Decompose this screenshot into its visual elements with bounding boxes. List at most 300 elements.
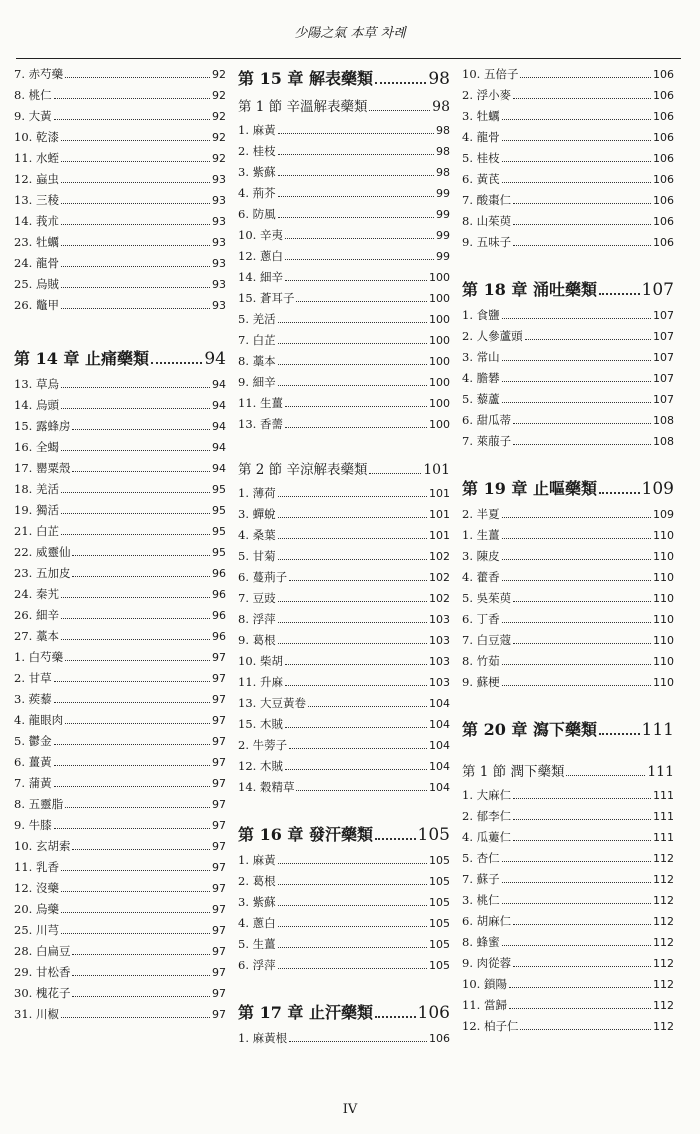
toc-entry (14, 232, 226, 253)
entry-page: 97 (212, 735, 226, 748)
toc-entry (14, 416, 226, 437)
leader-dots (61, 437, 210, 451)
entry-label: 5. 藜蘆 (462, 392, 500, 406)
entry-label: 14. 細辛 (238, 270, 283, 284)
toc-entry (238, 630, 450, 651)
entry-page: 107 (653, 372, 674, 385)
entry-page: 103 (429, 634, 450, 647)
leader-dots (285, 672, 427, 686)
leader-dots (65, 64, 210, 78)
entry-page: 100 (429, 334, 450, 347)
entry-label: 17. 罌粟殼 (14, 461, 71, 475)
entry-page: 97 (212, 882, 226, 895)
entry-page: 96 (212, 609, 226, 622)
entry-label: 3. 常山 (462, 350, 500, 364)
entry-label: 3. 紫蘇 (238, 165, 276, 179)
leader-dots (65, 710, 210, 724)
entry-label: 2. 桂枝 (238, 144, 276, 158)
entry-page: 100 (429, 397, 450, 410)
entry-page: 97 (212, 756, 226, 769)
toc-entry (14, 668, 226, 689)
entry-page: 97 (212, 1008, 226, 1021)
toc-entry (14, 437, 226, 458)
entry-page: 106 (653, 173, 674, 186)
entry-page: 105 (429, 959, 450, 972)
toc-entry (14, 253, 226, 274)
entry-label: 23. 五加皮 (14, 566, 71, 580)
leader-dots (502, 651, 651, 665)
toc-column-1 (14, 64, 226, 1025)
entry-page: 97 (212, 651, 226, 664)
entry-page: 106 (653, 236, 674, 249)
toc-entry (14, 773, 226, 794)
leader-dots (285, 756, 427, 770)
leader-dots (61, 584, 210, 598)
entry-label: 24. 龍骨 (14, 256, 59, 270)
section-title: 第 2 節 辛涼解表藥類 (238, 462, 368, 478)
leader-dots (54, 689, 210, 703)
leader-dots (72, 962, 210, 976)
toc-entry (14, 794, 226, 815)
entry-label: 2. 半夏 (462, 507, 500, 521)
section-title: 第 1 節 潤下藥類 (462, 764, 565, 780)
entry-label: 6. 丁香 (462, 612, 500, 626)
entry-page: 110 (653, 655, 674, 668)
leader-dots (61, 395, 210, 409)
entry-label: 14. 烏頭 (14, 398, 59, 412)
toc-entry (14, 1004, 226, 1025)
entry-page: 99 (436, 208, 450, 221)
entry-page: 96 (212, 630, 226, 643)
leader-dots (61, 374, 210, 388)
entry-page: 110 (653, 529, 674, 542)
entry-label: 9. 葛根 (238, 633, 276, 647)
toc-entry (462, 389, 674, 410)
entry-label: 13. 三稜 (14, 193, 59, 207)
entry-page: 112 (653, 957, 674, 970)
toc-entry (462, 974, 674, 995)
toc-list (14, 64, 226, 316)
entry-page: 106 (653, 194, 674, 207)
toc-entry (238, 120, 450, 141)
leader-dots (513, 827, 651, 841)
leader-dots (72, 416, 210, 430)
entry-page: 112 (653, 936, 674, 949)
chapter-page: 106 (417, 1003, 450, 1023)
leader-dots (278, 588, 427, 602)
leader-dots (502, 609, 651, 623)
entry-page: 110 (653, 676, 674, 689)
toc-entry (462, 347, 674, 368)
entry-page: 97 (212, 966, 226, 979)
entry-page: 97 (212, 798, 226, 811)
entry-label: 7. 赤芍藥 (14, 67, 64, 81)
toc-entry (238, 714, 450, 735)
entry-label: 20. 烏藥 (14, 902, 59, 916)
entry-label: 3. 紫蘇 (238, 895, 276, 909)
leader-dots (278, 955, 427, 969)
entry-page: 106 (653, 68, 674, 81)
leader-dots (513, 806, 651, 820)
toc-entry (14, 127, 226, 148)
toc-entry (14, 752, 226, 773)
toc-entry (462, 869, 674, 890)
leader-dots (285, 393, 427, 407)
entry-page: 100 (429, 355, 450, 368)
entry-page: 92 (212, 131, 226, 144)
entry-page: 112 (653, 978, 674, 991)
entry-page: 94 (212, 462, 226, 475)
entry-page: 93 (212, 173, 226, 186)
entry-page: 105 (429, 854, 450, 867)
entry-page: 112 (653, 873, 674, 886)
entry-page: 104 (429, 718, 450, 731)
entry-label: 3. 桃仁 (462, 893, 500, 907)
entry-label: 26. 鼈甲 (14, 298, 59, 312)
entry-page: 94 (212, 378, 226, 391)
entry-label: 6. 胡麻仁 (462, 914, 512, 928)
entry-label: 2. 甘草 (14, 671, 52, 685)
leader-dots (502, 546, 651, 560)
entry-page: 94 (212, 441, 226, 454)
entry-page: 96 (212, 588, 226, 601)
entry-page: 97 (212, 840, 226, 853)
entry-label: 3. 蒺藜 (14, 692, 52, 706)
toc-entry (14, 295, 226, 316)
toc-entry (238, 871, 450, 892)
entry-page: 93 (212, 299, 226, 312)
entry-label: 13. 大豆黃卷 (238, 696, 306, 710)
entry-label: 8. 浮萍 (238, 612, 276, 626)
leader-dots (285, 414, 427, 428)
entry-label: 31. 川椒 (14, 1007, 59, 1021)
entry-label: 10. 乾漆 (14, 130, 59, 144)
leader-dots (278, 330, 427, 344)
entry-page: 109 (653, 508, 674, 521)
toc-entry (14, 647, 226, 668)
entry-page: 104 (429, 739, 450, 752)
entry-page: 92 (212, 110, 226, 123)
toc-entry (462, 169, 674, 190)
leader-dots (502, 504, 651, 518)
entry-label: 9. 細辛 (238, 375, 276, 389)
leader-dots (513, 232, 651, 246)
entry-label: 2. 葛根 (238, 874, 276, 888)
leader-dots (278, 309, 427, 323)
toc-entry (14, 479, 226, 500)
toc-entry (462, 995, 674, 1016)
entry-label: 1. 麻黃根 (238, 1031, 288, 1045)
toc-list (462, 504, 674, 693)
toc-column-3 (462, 64, 674, 1037)
leader-dots (502, 347, 651, 361)
entry-label: 1. 生薑 (462, 528, 500, 542)
toc-entry (14, 211, 226, 232)
entry-label: 9. 牛膝 (14, 818, 52, 832)
section-heading (462, 759, 674, 785)
leader-dots (278, 609, 427, 623)
entry-page: 98 (436, 145, 450, 158)
leader-dots (513, 211, 651, 225)
entry-label: 5. 吳茱萸 (462, 591, 512, 605)
entry-label: 14. 穀精草 (238, 780, 295, 794)
leader-dots (278, 934, 427, 948)
leader-dots (375, 820, 416, 840)
leader-dots (289, 567, 427, 581)
section-page: 101 (423, 462, 450, 478)
leader-dots (61, 169, 210, 183)
entry-label: 11. 升麻 (238, 675, 283, 689)
toc-entry (462, 911, 674, 932)
leader-dots (502, 127, 651, 141)
toc-entry (238, 225, 450, 246)
toc-entry (462, 410, 674, 431)
entry-page: 100 (429, 313, 450, 326)
entry-label: 10. 柴胡 (238, 654, 283, 668)
entry-label: 9. 肉從蓉 (462, 956, 512, 970)
entry-label: 10. 辛夷 (238, 228, 283, 242)
toc-entry (238, 756, 450, 777)
leader-dots (72, 836, 210, 850)
entry-page: 100 (429, 292, 450, 305)
entry-label: 7. 酸棗仁 (462, 193, 512, 207)
entry-page: 92 (212, 152, 226, 165)
entry-label: 4. 龍骨 (462, 130, 500, 144)
toc-entry (462, 630, 674, 651)
entry-page: 97 (212, 693, 226, 706)
entry-page: 98 (436, 124, 450, 137)
toc-entry (14, 148, 226, 169)
leader-dots (278, 183, 434, 197)
toc-entry (14, 710, 226, 731)
chapter-page: 111 (641, 720, 674, 740)
leader-dots (599, 474, 640, 494)
toc-entry (14, 169, 226, 190)
toc-entry (238, 934, 450, 955)
entry-label: 6. 甜瓜蒂 (462, 413, 512, 427)
toc-entry (238, 777, 450, 798)
entry-page: 110 (653, 634, 674, 647)
leader-dots (61, 190, 210, 204)
chapter-title: 第 20 章 瀉下藥類 (462, 720, 597, 739)
toc-entry (462, 890, 674, 911)
entry-label: 19. 獨活 (14, 503, 59, 517)
leader-dots (61, 232, 210, 246)
leader-dots (502, 106, 651, 120)
leader-dots (54, 731, 210, 745)
entry-label: 6. 蔓荊子 (238, 570, 288, 584)
toc-entry (462, 211, 674, 232)
toc-column-2 (238, 64, 450, 1049)
leader-dots (278, 351, 427, 365)
entry-label: 8. 山茱萸 (462, 214, 512, 228)
entry-page: 102 (429, 571, 450, 584)
entry-page: 95 (212, 546, 226, 559)
leader-dots (502, 148, 651, 162)
entry-page: 103 (429, 676, 450, 689)
entry-page: 101 (429, 487, 450, 500)
leader-dots (513, 785, 651, 799)
entry-label: 16. 全蝎 (14, 440, 59, 454)
toc-entry (14, 85, 226, 106)
leader-dots (285, 246, 434, 260)
entry-page: 97 (212, 777, 226, 790)
leader-dots (278, 913, 427, 927)
leader-dots (502, 890, 651, 904)
entry-page: 112 (653, 852, 674, 865)
toc-entry (238, 735, 450, 756)
entry-page: 97 (212, 861, 226, 874)
leader-dots (61, 148, 210, 162)
entry-page: 98 (436, 166, 450, 179)
leader-dots (72, 563, 210, 577)
entry-label: 25. 川芎 (14, 923, 59, 937)
leader-dots (61, 899, 210, 913)
leader-dots (61, 211, 210, 225)
entry-page: 108 (653, 435, 674, 448)
entry-label: 15. 露蜂房 (14, 419, 71, 433)
toc-entry (462, 806, 674, 827)
chapter-title: 第 16 章 發汗藥類 (238, 825, 373, 844)
entry-label: 4. 蔥白 (238, 916, 276, 930)
leader-dots (61, 127, 210, 141)
entry-page: 105 (429, 896, 450, 909)
entry-label: 1. 麻黃 (238, 123, 276, 137)
entry-page: 105 (429, 917, 450, 930)
entry-page: 112 (653, 999, 674, 1012)
chapter-heading (462, 715, 674, 745)
leader-dots (278, 504, 427, 518)
leader-dots (296, 288, 427, 302)
entry-page: 95 (212, 525, 226, 538)
leader-dots (61, 500, 210, 514)
leader-dots (375, 998, 416, 1018)
toc-entry (238, 162, 450, 183)
leader-dots (308, 693, 427, 707)
entry-label: 27. 藁本 (14, 629, 59, 643)
entry-page: 112 (653, 894, 674, 907)
entry-page: 110 (653, 550, 674, 563)
toc-entry (14, 605, 226, 626)
toc-entry (14, 899, 226, 920)
entry-label: 11. 水蛭 (14, 151, 59, 165)
leader-dots (61, 253, 210, 267)
section-page: 98 (432, 99, 450, 115)
entry-label: 11. 生薑 (238, 396, 283, 410)
toc-list (238, 120, 450, 435)
entry-label: 7. 蒲黃 (14, 776, 52, 790)
entry-page: 97 (212, 945, 226, 958)
leader-dots (502, 389, 651, 403)
chapter-title: 第 18 章 涌吐藥類 (462, 280, 597, 299)
entry-label: 5. 生薑 (238, 937, 276, 951)
leader-dots (513, 588, 651, 602)
leader-dots (65, 794, 210, 808)
leader-dots (502, 169, 651, 183)
leader-dots (61, 274, 210, 288)
entry-label: 5. 甘菊 (238, 549, 276, 563)
entry-label: 6. 浮萍 (238, 958, 276, 972)
toc-entry (462, 305, 674, 326)
leader-dots (599, 275, 640, 295)
entry-page: 111 (653, 810, 674, 823)
leader-dots (599, 715, 640, 735)
leader-dots (285, 225, 434, 239)
leader-dots (502, 672, 651, 686)
toc-entry (238, 351, 450, 372)
entry-label: 12. 蝱虫 (14, 172, 59, 186)
chapter-heading (462, 275, 674, 305)
toc-entry (238, 414, 450, 435)
entry-label: 26. 細辛 (14, 608, 59, 622)
toc-entry (14, 941, 226, 962)
toc-entry (462, 525, 674, 546)
entry-page: 99 (436, 229, 450, 242)
chapter-heading (238, 998, 450, 1028)
entry-label: 5. 杏仁 (462, 851, 500, 865)
section-heading (238, 94, 450, 120)
entry-page: 99 (436, 187, 450, 200)
leader-dots (61, 521, 210, 535)
toc-entry (238, 525, 450, 546)
chapter-heading (238, 64, 450, 94)
toc-entry (238, 588, 450, 609)
leader-dots (278, 850, 427, 864)
leader-dots (54, 85, 210, 99)
entry-label: 12. 柏子仁 (462, 1019, 519, 1033)
entry-label: 12. 木賊 (238, 759, 283, 773)
leader-dots (285, 267, 427, 281)
entry-label: 23. 牡蠣 (14, 235, 59, 249)
toc-entry (462, 953, 674, 974)
toc-entry (462, 609, 674, 630)
toc-entry (14, 458, 226, 479)
leader-dots (278, 141, 434, 155)
entry-label: 9. 五味子 (462, 235, 512, 249)
toc-entry (238, 330, 450, 351)
entry-label: 5. 鬱金 (14, 734, 52, 748)
toc-entry (14, 190, 226, 211)
entry-label: 1. 麻黃 (238, 853, 276, 867)
leader-dots (513, 85, 651, 99)
entry-page: 97 (212, 924, 226, 937)
entry-page: 102 (429, 550, 450, 563)
entry-page: 108 (653, 414, 674, 427)
entry-label: 7. 白芷 (238, 333, 276, 347)
toc-entry (238, 372, 450, 393)
toc-entry (238, 892, 450, 913)
toc-entry (238, 183, 450, 204)
toc-entry (14, 920, 226, 941)
entry-label: 14. 莪朮 (14, 214, 59, 228)
entry-label: 2. 浮小麥 (462, 88, 512, 102)
entry-label: 15. 蒼耳子 (238, 291, 295, 305)
toc-entry (238, 850, 450, 871)
toc-entry (14, 731, 226, 752)
entry-page: 100 (429, 418, 450, 431)
leader-dots (509, 974, 651, 988)
leader-dots (54, 752, 210, 766)
leader-dots (502, 869, 651, 883)
toc-entry (238, 483, 450, 504)
leader-dots (278, 546, 427, 560)
chapter-title: 第 15 章 解表藥類 (238, 69, 373, 88)
entry-page: 104 (429, 697, 450, 710)
toc-entry (462, 106, 674, 127)
entry-page: 94 (212, 420, 226, 433)
toc-entry (14, 815, 226, 836)
entry-label: 11. 當歸 (462, 998, 507, 1012)
